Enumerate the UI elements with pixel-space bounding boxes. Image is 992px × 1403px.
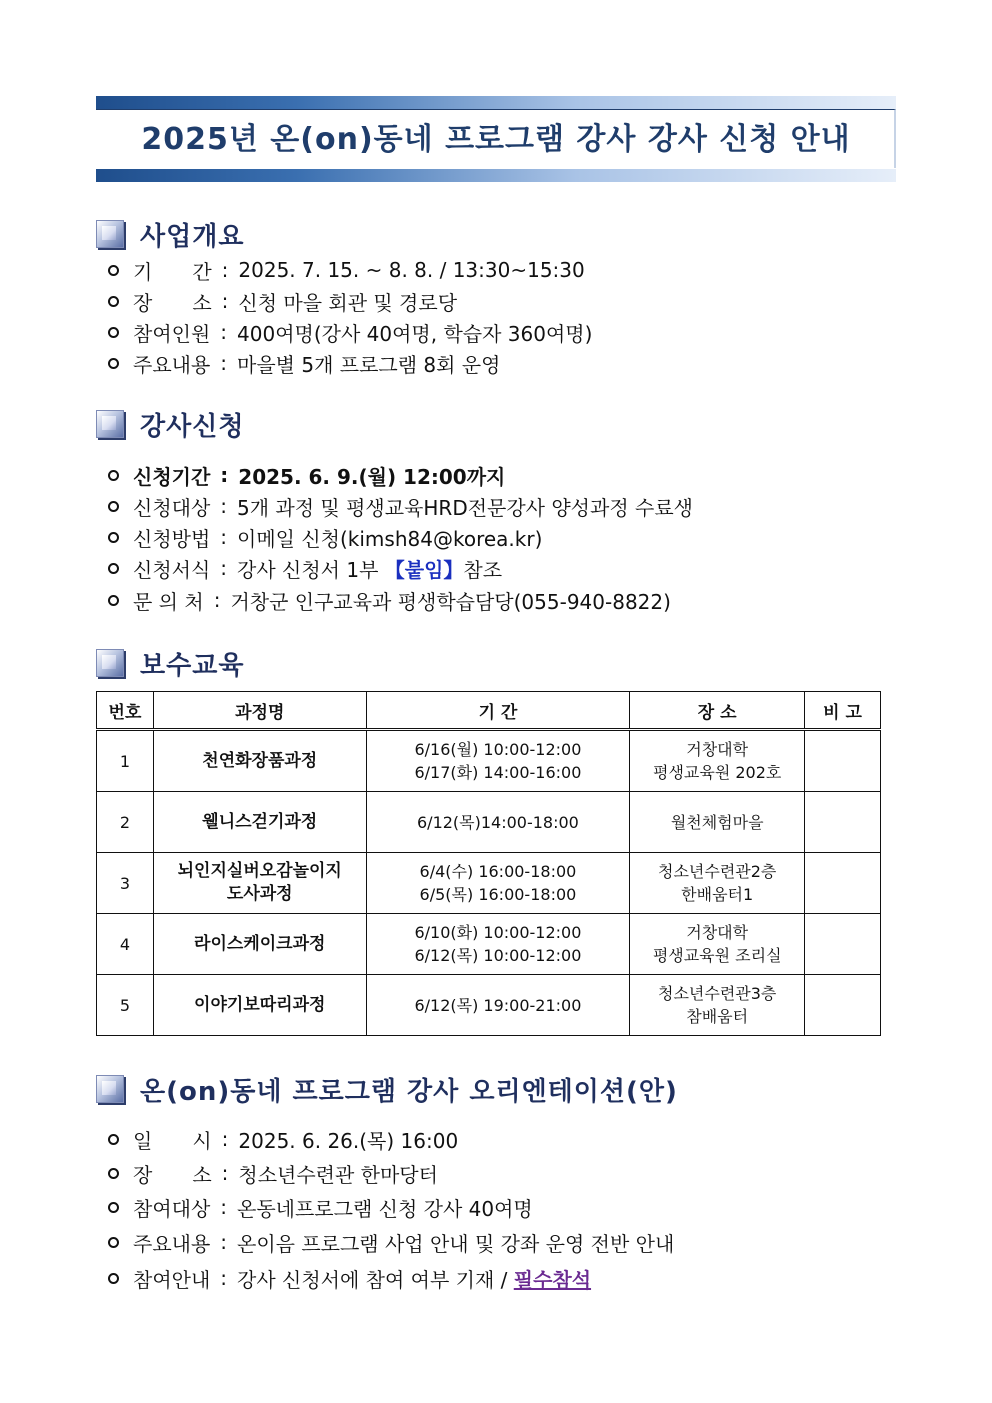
section-title: 강사신청 <box>140 411 245 442</box>
item-label: 참여대상 <box>133 1196 211 1221</box>
item-value: 이메일 신청(kimsh84@korea.kr) <box>237 526 543 551</box>
circle-bullet-icon <box>108 1168 119 1179</box>
course-place <box>630 975 805 1036</box>
item-value-suffix: 참조 <box>463 557 503 582</box>
item-label: 신청방법 <box>133 526 211 551</box>
item-value: 온이음 프로그램 사업 안내 및 강좌 운영 전반 안내 <box>237 1231 675 1256</box>
item-label: 기 간 <box>133 259 212 284</box>
orientation-item: 장 소 : 청소년수련관 한마당터 <box>106 1158 438 1188</box>
table-row <box>97 975 881 1036</box>
period-line: 6/10(화) 10:00-12:00 <box>414 923 582 942</box>
column-header: 번호 <box>97 692 154 730</box>
title-banner <box>96 96 896 182</box>
circle-bullet-icon <box>108 327 119 338</box>
place-line: 청소년수련관3층 <box>658 984 777 1003</box>
period-line: 6/12(목)14:00-18:00 <box>417 812 579 832</box>
column-header: 장 소 <box>630 692 805 730</box>
row-number: 5 <box>97 975 154 1036</box>
course-note <box>805 792 881 853</box>
circle-bullet-icon <box>108 1273 119 1284</box>
course-name: 이야기보따리과정 <box>153 975 366 1036</box>
place-line: 거창대학 <box>686 740 749 759</box>
section-title: 보수교육 <box>140 650 245 681</box>
orientation-item: 일 시 : 2025. 6. 26.(목) 16:00 <box>106 1124 458 1154</box>
course-period <box>366 792 630 853</box>
course-place <box>630 792 805 853</box>
course-place <box>630 730 805 792</box>
place-line: 참배움터 <box>686 1007 749 1026</box>
item-label: 문 의 처 <box>133 589 204 614</box>
required-attendance-highlight: 필수참석 <box>513 1267 592 1292</box>
course-note <box>805 975 881 1036</box>
circle-bullet-icon <box>108 1202 119 1213</box>
item-label: 장 소 <box>133 290 212 315</box>
section-header-apply <box>96 406 244 442</box>
section-header-training <box>96 645 244 681</box>
item-label: 일 시 <box>133 1128 212 1153</box>
item-label: 신청대상 <box>133 495 211 520</box>
column-header: 과정명 <box>153 692 366 730</box>
place-line: 청소년수련관2층 <box>658 862 777 881</box>
course-note <box>805 730 881 792</box>
item-value: 청소년수련관 한마당터 <box>238 1162 438 1187</box>
item-label: 신청기간 <box>133 464 211 489</box>
page-title: 2025년 온(on)동네 프로그램 강사 강사 신청 안내 <box>141 122 851 157</box>
course-period <box>366 914 630 975</box>
circle-bullet-icon <box>108 563 119 574</box>
circle-bullet-icon <box>108 595 119 606</box>
section-header-orientation <box>96 1071 678 1107</box>
row-number: 1 <box>97 730 154 792</box>
apply-item: 신청서식 : 강사 신청서 1부 【붙임】 참조 <box>106 553 502 583</box>
section-square-icon <box>96 649 124 677</box>
circle-bullet-icon <box>108 265 119 276</box>
course-note <box>805 853 881 914</box>
circle-bullet-icon <box>108 296 119 307</box>
place-line: 거창대학 <box>686 923 749 942</box>
banner-top-bar <box>96 96 896 109</box>
course-place <box>630 914 805 975</box>
place-line: 월천체험마을 <box>670 812 764 832</box>
course-period <box>366 975 630 1036</box>
course-period <box>366 853 630 914</box>
orientation-item: 주요내용 : 온이음 프로그램 사업 안내 및 강좌 운영 전반 안내 <box>106 1227 674 1257</box>
apply-item: 신청대상 : 5개 과정 및 평생교육HRD전문강사 양성과정 수료생 <box>106 491 693 521</box>
circle-bullet-icon <box>108 358 119 369</box>
period-line: 6/16(월) 10:00-12:00 <box>414 740 582 759</box>
period-line: 6/12(목) 10:00-12:00 <box>414 946 582 965</box>
item-value: 2025. 7. 15. ~ 8. 8. / 13:30~15:30 <box>238 258 585 282</box>
circle-bullet-icon <box>108 1134 119 1145</box>
course-note <box>805 914 881 975</box>
apply-item: 신청기간 : 2025. 6. 9.(월) 12:00까지 <box>106 460 505 490</box>
item-value: 신청 마을 회관 및 경로당 <box>238 290 458 315</box>
column-header: 비 고 <box>805 692 881 730</box>
circle-bullet-icon <box>108 1237 119 1248</box>
table-row <box>97 914 881 975</box>
place-line: 평생교육원 202호 <box>653 763 782 782</box>
course-period <box>366 730 630 792</box>
row-number: 2 <box>97 792 154 853</box>
table-row <box>97 730 881 792</box>
section-square-icon <box>96 1075 124 1103</box>
apply-item: 신청방법 : 이메일 신청(kimsh84@korea.kr) <box>106 522 542 552</box>
period-line: 6/12(목) 19:00-21:00 <box>414 995 582 1015</box>
orientation-item: 참여안내 : 강사 신청서에 참여 여부 기재 / 필수참석 <box>106 1263 591 1293</box>
item-label: 주요내용 <box>133 352 211 377</box>
item-value: 2025. 6. 26.(목) 16:00 <box>238 1128 459 1153</box>
banner-bottom-bar <box>96 169 896 182</box>
table-row <box>97 792 881 853</box>
row-number: 3 <box>97 853 154 914</box>
table-header-row <box>97 692 881 730</box>
place-line: 평생교육원 조리실 <box>652 946 782 965</box>
circle-bullet-icon <box>108 532 119 543</box>
item-label: 참여안내 <box>133 1267 211 1292</box>
course-name: 라이스케이크과정 <box>153 914 366 975</box>
attachment-highlight: 【붙임】 <box>384 557 464 582</box>
item-value: 온동네프로그램 신청 강사 40여명 <box>237 1196 533 1221</box>
circle-bullet-icon <box>108 470 119 481</box>
section-square-icon <box>96 220 124 248</box>
overview-item: 주요내용 : 마을별 5개 프로그램 8회 운영 <box>106 348 500 378</box>
orientation-item: 참여대상 : 온동네프로그램 신청 강사 40여명 <box>106 1192 533 1222</box>
course-place <box>630 853 805 914</box>
course-name: 웰니스걷기과정 <box>153 792 366 853</box>
item-value: 마을별 5개 프로그램 8회 운영 <box>237 352 501 377</box>
item-value: 거창군 인구교육과 평생학습담당(055-940-8822) <box>230 589 671 614</box>
training-table <box>96 691 881 1036</box>
item-value: 400여명(강사 40여명, 학습자 360여명) <box>237 321 593 346</box>
overview-item: 기 간 : 2025. 7. 15. ~ 8. 8. / 13:30~15:30 <box>106 255 585 285</box>
section-title: 온(on)동네 프로그램 강사 오리엔테이션(안) <box>140 1076 678 1107</box>
item-label: 신청서식 <box>133 557 211 582</box>
table-row <box>97 853 881 914</box>
period-line: 6/5(목) 16:00-18:00 <box>419 885 577 904</box>
overview-item: 장 소 : 신청 마을 회관 및 경로당 <box>106 286 457 316</box>
item-value: 강사 신청서에 참여 여부 기재 / <box>237 1267 514 1292</box>
place-line: 한배움터1 <box>681 885 754 904</box>
period-line: 6/4(수) 16:00-18:00 <box>419 862 577 881</box>
period-line: 6/17(화) 14:00-16:00 <box>414 763 582 782</box>
section-title: 사업개요 <box>140 221 245 252</box>
overview-item: 참여인원 : 400여명(강사 40여명, 학습자 360여명) <box>106 317 592 347</box>
item-value: 2025. 6. 9.(월) 12:00까지 <box>238 464 506 489</box>
item-value: 5개 과정 및 평생교육HRD전문강사 양성과정 수료생 <box>237 495 693 520</box>
course-name: 뇌인지실버오감놀이지 도사과정 <box>153 853 366 914</box>
apply-item: 문 의 처 : 거창군 인구교육과 평생학습담당(055-940-8822) <box>106 585 671 615</box>
item-label: 참여인원 <box>133 321 211 346</box>
column-header: 기 간 <box>366 692 630 730</box>
item-value: 강사 신청서 1부 <box>237 557 385 582</box>
row-number: 4 <box>97 914 154 975</box>
course-name: 천연화장품과정 <box>153 730 366 792</box>
circle-bullet-icon <box>108 501 119 512</box>
section-square-icon <box>96 410 124 438</box>
section-header-overview <box>96 216 244 252</box>
item-label: 주요내용 <box>133 1231 211 1256</box>
item-label: 장 소 <box>133 1162 212 1187</box>
